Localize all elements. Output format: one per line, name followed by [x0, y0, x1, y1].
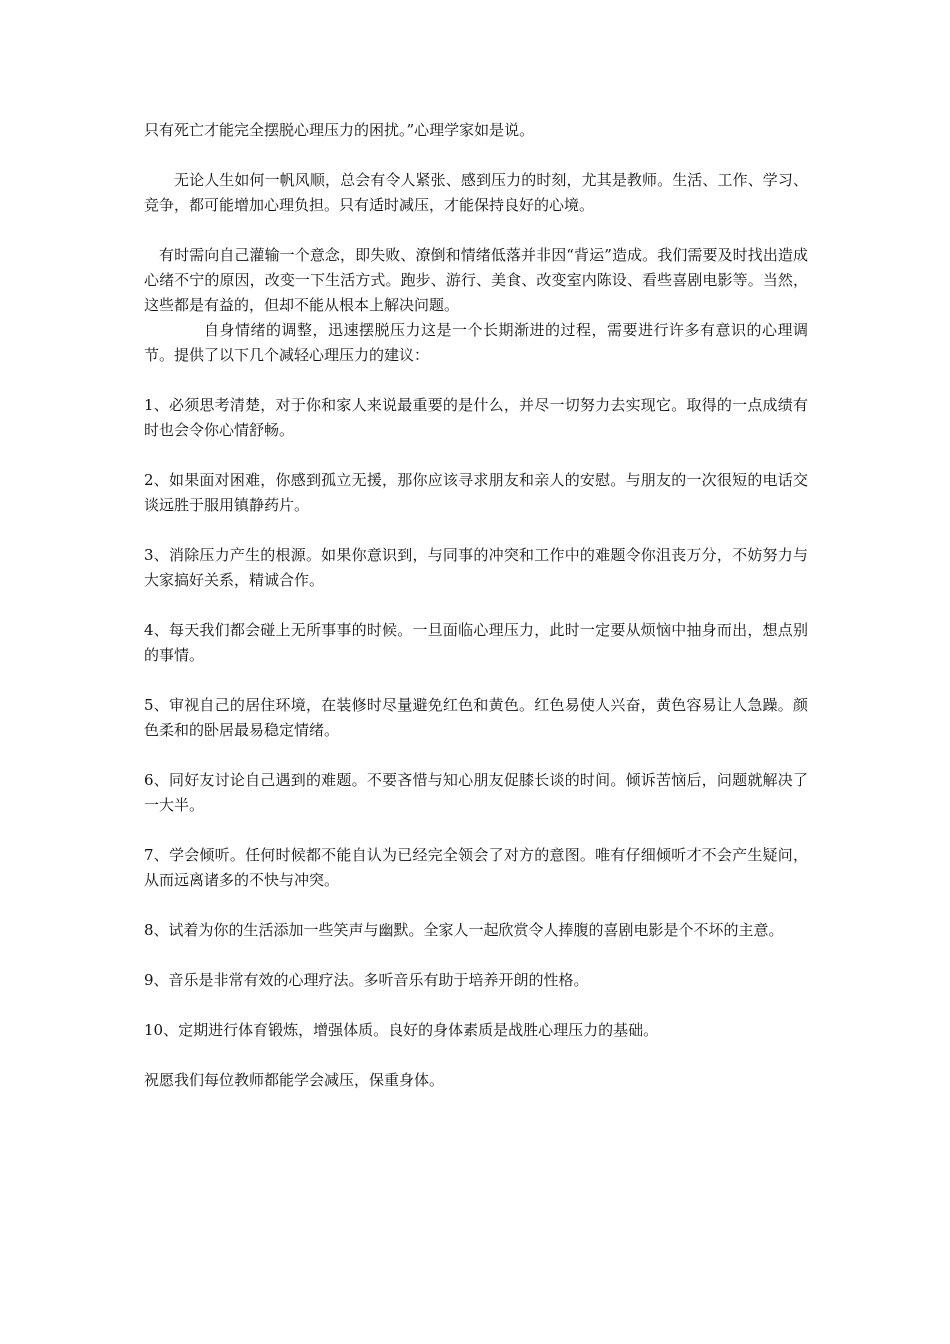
- tip-item-6: 6、同好友讨论自己遇到的难题。不要吝惜与知心朋友促膝长谈的时间。倾诉苦恼后，问题就解决了一大半。: [144, 771, 808, 814]
- tip-item-1: 1、必须思考清楚，对于你和家人来说最重要的是什么，并尽一切努力去实现它。取得的一点成绩有时也会令你心情舒畅。: [144, 396, 808, 439]
- closing-wish: 祝愿我们每位教师都能学会减压，保重身体。: [144, 1071, 445, 1089]
- tip-item-4: 4、每天我们都会碰上无所事事的时候。一旦面临心理压力，此时一定要从烦恼中抽身而出，想点别的事情。: [144, 621, 808, 664]
- tip-item-3: 3、消除压力产生的根源。如果你意识到，与同事的冲突和工作中的难题令你沮丧万分，不妨努力与大家搞好关系，精诚合作。: [144, 546, 808, 589]
- paragraph-pressure: 无论人生如何一帆风顺，总会有令人紧张、感到压力的时刻，尤其是教师。生活、工作、学习、竞争，都可能增加心理负担。只有适时减压，才能保持良好的心境。: [144, 171, 808, 214]
- tip-item-8: 8、试着为你的生活添加一些笑声与幽默。全家人一起欣赏令人捧腹的喜剧电影是个不坏的主意。: [144, 921, 784, 939]
- tip-item-10: 10、定期进行体育锻炼，增强体质。良好的身体素质是战胜心理压力的基础。: [144, 1021, 659, 1039]
- tip-item-7: 7、学会倾听。任何时候都不能自认为已经完全领会了对方的意图。唯有仔细倾听才不会产生疑问，从而远离诸多的不快与冲突。: [144, 846, 808, 889]
- document-page: [144, 118, 808, 1093]
- tip-item-5: 5、审视自己的居住环境，在装修时尽量避免红色和黄色。红色易使人兴奋，黄色容易让人急躁。颜色柔和的卧居最易稳定情绪。: [144, 696, 808, 739]
- paragraph-intro-quote: 只有死亡才能完全摆脱心理压力的困扰。”心理学家如是说。: [144, 121, 535, 139]
- tip-item-9: 9、音乐是非常有效的心理疗法。多听音乐有助于培养开朗的性格。: [144, 971, 589, 989]
- paragraph-adjustment: 自身情绪的调整，迅速摆脱压力这是一个长期渐进的过程，需要进行许多有意识的心理调节。提供了以下几个减轻心理压力的建议：: [144, 321, 808, 364]
- tip-item-2: 2、如果面对困难，你感到孤立无援，那你应该寻求朋友和亲人的安慰。与朋友的一次很短的电话交谈远胜于服用镇静药片。: [144, 471, 808, 514]
- paragraph-belief: 有时需向自己灌输一个意念，即失败、潦倒和情绪低落并非因“背运”造成。我们需要及时找出造成心绪不宁的原因，改变一下生活方式。跑步、游行、美食、改变室内陈设、看些喜剧电影等。当然，这些都是有益的，但却不能从根本上解决问题。: [144, 246, 808, 314]
